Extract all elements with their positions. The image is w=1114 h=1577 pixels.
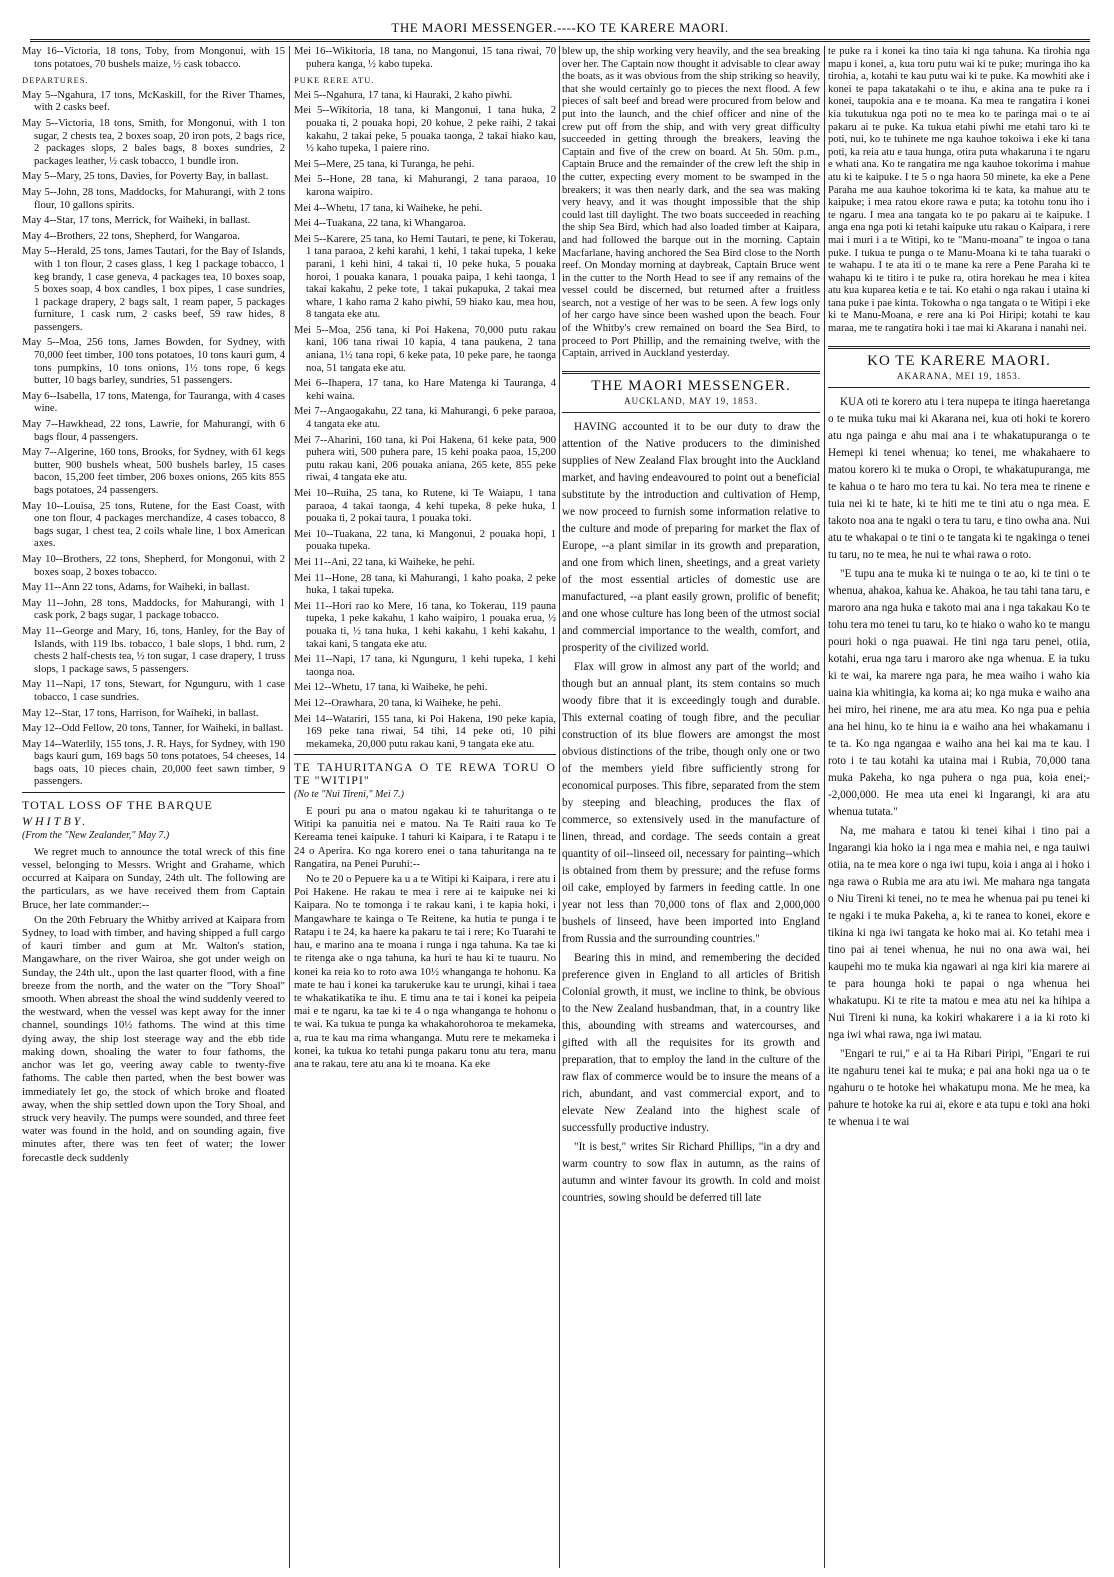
article-paragraph: KUA oti te korero atu i tera nupepa te itinga haeretanga o te muka tuku mai ki Akarana nei, kua oti hoki te korero atu nga painga e ahu mai ana i te whakatupuranga o te Hemepi ki tenei whenua; ko tenei, me whakahaere to matou korero ki te muka o Oropi, te whakatupuranga, me te kahua o te haro mo tera tu kai. No tera mea te rinene e tuia nei ki te hate, ki te hiti me te tini atu o nga mea. E takoto noa ana te ngaki o tera tu taru, e tino owha ana. Nui atu te whakapai o te tini o te tangata ki te ngakinga o tenei tu taru, no te mea, he nui te whai rawa o roto. xyxy=(828,395,1090,561)
shipping-entry: Mei 6--Ihapera, 17 tana, ko Hare Matenga ki Tauranga, 4 kehi waina. xyxy=(294,378,556,402)
shipping-entry: Mei 10--Tuakana, 22 tana, ki Mangonui, 2 pouaka hopi, 1 pouaka tupeka. xyxy=(294,528,556,553)
shipping-entry: Mei 5--Wikitoria, 18 tana, ki Mangonui, 1 tana huka, 2 pouaka ti, 2 pouaka hopi, 20 kohue, 2 peke raihi, 2 takai kakahu, 2 takai peke, 5 pouaka taonga, 2 takai hiako kau, ½ kaho tupeka, 1 paiere rino. xyxy=(294,105,556,155)
article-title-ship: WHITBY. xyxy=(22,813,89,828)
article-source-maori: (No te "Nui Tireni," Mei 7.) xyxy=(294,789,404,801)
article-paragraph: We regret much to announce the total wreck of this fine vessel, belonging to Messrs. Wright and Grahame, which occurred at Kaipara on Sunday, 24th ult. The following are the particulars, as we have received them from Captain Bruce, her late commander:-- xyxy=(22,845,285,911)
editorial-body xyxy=(562,419,820,1207)
shipping-entry: May 5--John, 28 tons, Maddocks, for Mahurangi, with 2 tons flour, 10 gallons spirits. xyxy=(22,186,285,211)
shipping-entry: Mei 10--Ruiha, 25 tana, ko Rutene, ki Te Waiapu, 1 tana paraoa, 4 takai taonga, 4 kehi tupeka, 8 peke huka, 1 pouaka ti, 2 pokai taura, 1 pouaka toki. xyxy=(294,488,556,525)
shipping-entry: Mei 16--Wikitoria, 18 tana, no Mangonui, 15 tana riwai, 70 puhera kanga, ½ kabo tupeka. xyxy=(294,46,556,70)
editorial-masthead: THE MAORI MESSENGER. xyxy=(562,371,820,393)
editorial-dateline: AUCKLAND, MAY 19, 1853. xyxy=(562,395,820,413)
article-body xyxy=(22,846,285,1165)
shipping-entry: Mei 11--Napi, 17 tana, ki Ngunguru, 1 kehi tupeka, 1 kehi taonga noa. xyxy=(294,654,556,678)
departures-heading-maori: PUKE RERE ATU. xyxy=(294,75,375,86)
shipping-entry: Mei 7--Angaogakahu, 22 tana, ki Mahurangi, 6 peke paraoa, 4 tangata eke atu. xyxy=(294,406,556,431)
shipping-entry: Mei 4--Tuakana, 22 tana, ki Whangaroa. xyxy=(294,218,466,230)
article-paragraph: On the 20th February the Whitby arrived at Kaipara from Sydney, to load with timber, and having shipped a full cargo of kauri timber and gum at Mr. Walton's station, Mangawhare, on the river Wairoa, she got under weigh on Sunday, the 24th ult., upon the last quarter flood, with a fine breeze from the north, and the water on the "Tory Shoal" smooth. When abreast the shoal the wind suddenly veered to the westward, when the vessel was kept away for the inner channel, soundings 10½ fathoms. The wind at this time dying away, the ship lost steerage way and the ebb tide making down, shoaling the water to four fathoms, the anchor was let go, veering away cable to twenty-five fathoms. The cable then parted, when the best bower was immediately let go, the stock of which broke and floated away, when the ship settled down upon the Tory Shoal, and struck very heavily. The pumps were sounded, and three feet water was found in the hold, and on sounding again, five minutes after, there was ten feet of water; the lower forecastle deck suddenly xyxy=(22,913,285,1164)
shipping-entry: May 10--Brothers, 22 tons, Shepherd, for Mongonui, with 2 boxes soap, 2 boxes tobacco. xyxy=(22,553,285,578)
shipping-entry: Mei 12--Whetu, 17 tana, ki Waiheke, he pehi. xyxy=(294,682,488,694)
shipping-entry: May 7--Hawkhead, 22 tons, Lawrie, for Mahurangi, with 6 bags flour, 4 passengers. xyxy=(22,419,285,443)
article-source: (From the "New Zealander," May 7.) xyxy=(22,830,170,842)
shipping-entry: Mei 5--Moa, 256 tana, ki Poi Hakena, 70,000 putu rakau kani, 106 tana riwai 10 kapia, 4 tana paukena, 2 tana aniana, 1½ tana ropi, 6 keke pata, 10 peke pare, he taonga noa, 51 tangata eke atu. xyxy=(294,324,556,374)
editorial-dateline-maori: AKARANA, MEI 19, 1853. xyxy=(828,370,1090,388)
page-header: THE MAORI MESSENGER.----KO TE KARERE MAORI. xyxy=(30,20,1090,42)
shipping-entry: Mei 4--Whetu, 17 tana, ki Waiheke, he pehi. xyxy=(294,202,483,214)
shipping-entry: May 7--Algerine, 160 tons, Brooks, for Sydney, with 61 kegs butter, 900 bushels wheat, 500 bushels barley, 15 cases bacon, 15,200 feet timber, 206 boxes onions, 265 kits 855 bags potatoes, 24 passengers. xyxy=(22,447,285,496)
article-paragraph: te puke ra i konei ka tino taia ki nga tahuna. Ka tirohia nga mapu i konei, a, kua toru putu wai ki te puke; muringa iho ka tirohia, a, kotahi te kau putu wai ki te puke. Ka mowhiti ake i konei te papa takatakahi o te ihu, e akina ana te puke ra i konei, taupokia ana e te moana. Ka mea te rangatira i konei kia tukutukua nga poti no te mea ko te paringa mai o te ai pakaru ai te puke. Ka tukua etahi piwhi me etahi taro ki te poti, nui, ko te tuhinete me nga kauhoe tokoiwa i eke ki tana poti, ka reia atu e taua hunga, otira puta whakaruna i te ngaru e whati ana. Ko te rangatira me nga kauhoe tokorima i mahue atu ki te kaipuke. I te 5 o nga haora 50 minete, ka eke a Pene Paraha me aua kauhoe tokorima ki te kata, ka mahue atu te kaipuke; i mea ratou ekore rawa e puta; ka totohu tonu iho i te ngaru. I mea ana tangata ko te po pakaru ai te kaipuke. I anga ena nga poti ki tetahi kaipuke utu rakau o Kaipara, i rere mai i muri i a te Witipi, ko te "Manu-moana" te ingoa o tana puke. I tukua te punga o te Manu-Moana ki te taha tuaraki o te wahapu. I te ata iti o te mane ka rere a Pene Paraha ki te wahapu ki te titiro i te puke ra, otira horekau he mea i kitea atu kua kuparea ketia e te tai. Ko etahi o nga rakau i utaina ki tana puke i pae kinta. Tokowha o nga tangata o te Witipi i eke ki te Manu-Moana, e rere ana ki Poi Hiripi; kotahi te kau maraa, me te rangatira hoki i tae mai ki Akarana i nanahi nei. xyxy=(828,46,1090,335)
shipping-entry: May 14--Waterlily, 155 tons, J. R. Hays, for Sydney, with 190 bags kauri gum, 169 bags 50 tons potatoes, 54 cheeses, 14 bags oats, 10 pieces chain, 20,000 feet sawn timber, 9 passengers. xyxy=(22,738,285,788)
column-rule xyxy=(289,46,290,1568)
shipping-entry: Mei 12--Orawhara, 20 tana, ki Waiheke, he pehi. xyxy=(294,697,501,709)
arrivals-list xyxy=(22,46,285,71)
shipping-entry: May 11--George and Mary, 16, tons, Hanley, for the Bay of Islands, with 119 lbs. tobacco, 1 bale slops, 1 bhd. rum, 2 chests 2 half-chests tea, ½ ton sugar, 1 case drapery, 1 truss slops, 1 package saws, 5 passengers. xyxy=(22,625,285,675)
shipping-entry: May 12--Star, 17 tons, Harrison, for Waiheki, in ballast. xyxy=(22,707,259,719)
article-title: TOTAL LOSS OF THE BARQUE xyxy=(22,792,285,812)
article-paragraph: "E tupu ana te muka ki te nuinga o te ao, ki te tini o te whenua, ahakoa, kahua ke. Ahakoa, he tau tahi tana taru, e maroro ana nga huka e takoto mai ana i nga takakau Ko te tohu tera mo tenei tu taru, ko te hiako o waho ko te mangu pouri hoki o nga puawai. He tini nga taru penei, otiia, kotahi, erua nga taru i maroro ake nga whenua. E ia tuku ki te wai, ka marere nga para, he mea waiho i waho kia uaina kia whitingia, ka koma ai; ko nga muka e waiho ana hei miro, hei rinene, me ara atu mea. Ko nga pua e pehia ana hei hinu, ko te hinu ia e waiho ana hei whakamanu i te ta. Ko nga ngangaa e waiho ana hei kai ma te kau. I roto i te tau kotahi ka utaina mai i Rubia, 70,000 tana muka Pakeha, ko nga puhera o nga pua, koia enei;--2,000,000. He mea uta enei ki Ingarangi, ki ara atu whenua tutata." xyxy=(828,567,1090,818)
article-paragraph: E pouri pu ana o matou ngakau ki te tahuritanga o te Witipi ka panuitia nei e matou. Na Te Raiti raua ko Te Kereama tenei kaipuke. I tahuri ki Kaipara, i te Ratapu i te 24 o Aperira. Ko nga korero enei o tana tahuritanga na te Rangatira, na Penei Puruhi:-- xyxy=(294,805,556,870)
shipping-entry: Mei 7--Aharini, 160 tana, ki Poi Hakena, 61 keke pata, 900 puhera witi, 500 puhera pare, 15 kehi poaka paoa, 15,200 putu rakau kani, 206 pouaka aniana, 265 kete, 855 peke riwai, 4 tangata eke atu. xyxy=(294,434,556,484)
shipping-entry: May 11--Napi, 17 tons, Stewart, for Ngunguru, with 1 case tobacco, 1 case sundries. xyxy=(22,679,285,703)
article-paragraph: HAVING accounted it to be our duty to draw the attention of the Native producers to the diminished supplies of New Zealand Flax brought into the Auckland market, and having endeavoured to point out a beneficial substitute by the introduction and cultivation of Hemp, we now proceed to furnish some information relative to the culture and mode of preparing for market the flax of Europe, --a plant similar in its growth and preparation, and one from which linen, sheetings, and a great variety of the most essential articles of domestic use are manufactured, --a plant easily grown, prolific of benefit; and one whose culture has long been of the utmost social and commercial importance to the wealth, comfort, and prosperity of the civilized world. xyxy=(562,421,820,655)
column-4 xyxy=(828,46,1090,1568)
shipping-entry: Mei 5--Karere, 25 tana, ko Hemi Tautari, te pene, ki Tokerau, 1 tana paraoa, 2 kehi karahi, 1 kehi, 1 takai tupeka, 1 keke parani, 1 kehi hini, 4 takai ti, 10 peke huka, 5 pouaka horoi, 1 pouaka kanara, 1 pouaka paipa, 1 kehi taonga, 1 takai kakahu, 2 peke tote, 1 takai pukapuka, 2 takai mea whare, 1 kaho rama 2 kaho piwhi, 59 hiako kau, mea hou, 8 tangata eke atu. xyxy=(294,233,556,321)
departures-list-maori xyxy=(294,90,556,752)
editorial-masthead-maori: KO TE KARERE MAORI. xyxy=(828,346,1090,368)
editorial-body-maori xyxy=(828,394,1090,1131)
shipping-entry: May 5--Victoria, 18 tons, Smith, for Mongonui, with 1 ton sugar, 2 chests tea, 2 boxes soap, 20 iron pots, 2 bags rice, 2 packages slops, 2 bales bags, 8 boxes sundries, 2 packages leather, ½ cask tobacco, 1 bundle iron. xyxy=(22,117,285,167)
article-paragraph: "Engari te rui," e ai ta Ha Ribari Piripi, "Engari te rui ite ngahuru tenei kai te muka; e pai ana hoki nga ua o te ngahuru o te hotoke hei whakatupu mona. Me he mea, ka pahure te hotoke ka rui ai, ekore e ata tupu e toki ana hoki te whenua i te wai xyxy=(828,1047,1090,1128)
shipping-entry: May 4--Brothers, 22 tons, Shepherd, for Wangaroa. xyxy=(22,230,240,242)
shipping-entry: Mei 11--Hori rao ko Mere, 16 tana, ko Tokerau, 119 pauna tupeka, 1 peke kakahu, 1 kaho waipiro, 1 pouaka erua, ½ pouaka ti, ½ tana huka, 1 kehi kakahu, 1 kehi kakahu, 1 takai kani, 5 tangata eke atu. xyxy=(294,600,556,650)
column-1 xyxy=(22,46,285,1568)
departures-list xyxy=(22,90,285,789)
shipping-entry: May 5--Ngahura, 17 tons, McKaskill, for the River Thames, with 2 casks beef. xyxy=(22,89,285,114)
article-paragraph: Bearing this in mind, and remembering the decided preference given in England to all articles of British Colonial growth, it must, we incline to think, be obvious to the New Zealand husbandman, that, in a country like this, abounding with streams and watercourses, and gifted with all the requisites for its growth and preparation, that to employ the land in the culture of the raw flax of commerce would be to insure the means of a rich, abundant, and vast commercial export, and to elevate New Zealand into the highest scale of successfully productive industry. xyxy=(562,952,820,1135)
column-rule xyxy=(824,46,825,1568)
shipping-entry: May 11--Ann 22 tons, Adams, for Waiheki, in ballast. xyxy=(22,582,250,594)
shipping-entry: May 11--John, 28 tons, Maddocks, for Mahurangi, with 1 cask pork, 2 bags sugar, 1 package tobacco. xyxy=(22,597,285,622)
article-continuation-maori xyxy=(828,46,1090,336)
shipping-entry: May 6--Isabella, 17 tons, Matenga, for Tauranga, with 4 cases wine. xyxy=(22,390,285,415)
shipping-entry: May 4--Star, 17 tons, Merrick, for Waiheki, in ballast. xyxy=(22,215,251,227)
article-paragraph: No te 20 o Pepuere ka u a te Witipi ki Kaipara, i rere atu i Poi Hakene. He rakau te mea i rere ai te kaipuke nei ki Kaipara. No te tomonga i te rakau kani, i te kapia hoki, i Mangawhare te kainga o Te Reitene, ka hutia te punga i te Ratapu i te 24, ka haere ka pakaru te tai i rere; Ko Tuarahi te hau, e marino ana te moana i runga i nga tahuna. Ka tae ki te ritenga ake o nga tahuna, ka huri te hau ki te tuauru. No konei ka reia ko to roto awa 10½ whanganga te hohonu. Ka mate te hau i konei ka tarukeruke kau te urungi, kihai i taea te whakatikatika te ihu. E timu ana te tai i konei ka peipeia mai e te ngaru, ka tae ki te 4 o nga whanganga te hohonu o te wai. Ka tukua te punga ka whakahorohoroa te mekameka, a, rua te kau ma rima whanganga. Mutu rere te mekameka i konei, ka tukua ko tetahi punga pakaru tonu atu tera, manu ana te rakau, tere atu ana ki te moana. Ka eke xyxy=(294,873,556,1070)
shipping-entry: May 5--Moa, 256 tons, James Bowden, for Sydney, with 70,000 feet timber, 100 tons potatoes, 10 tons kauri gum, 4 tons pumpkins, 10 tons onions, 1½ tons rope, 6 kegs butter, 10 bags barley, sundries, 51 passengers. xyxy=(22,337,285,387)
shipping-entry: May 10--Louisa, 25 tons, Rutene, for the East Coast, with one ton flour, 4 packages merchandize, 4 cases tobacco, 8 bags sugar, 1 chest tea, 2 coils whale line, 1 box American axes. xyxy=(22,500,285,550)
article-paragraph: Flax will grow in almost any part of the world; and though but an annual plant, its stem contains so much woody fibre that it is exceedingly tough and durable. This external coating of tough fibre, and the peculiar construction of its blue flowers are amongst the most obvious distinctions of the tribe, though only one or two of the members yield fibre sufficiently strong for economical purposes. This fibre, separated from the stem by steeping and bleaching, produces the flax of commerce, so extensively used in the manufacture of linen, thread, and cordage. The seeds contain a great quantity of oil--linseed oil, necessary for painting--which is obtained from them by pressure; and the refuse forms oil cake, employed by farmers in feeding cattle. In one year not less than 70,000 tons of flax and 2,000,000 bushels of linseed, have been imported into England from Russia and the surrounding countries." xyxy=(562,661,820,946)
article-body-maori xyxy=(294,805,556,1071)
shipping-entry: May 12--Odd Fellow, 20 tons, Tanner, for Waiheki, in ballast. xyxy=(22,723,284,735)
column-2 xyxy=(294,46,556,1568)
shipping-entry: Mei 14--Watariri, 155 tana, ki Poi Hakena, 190 peke kapia, 169 peke tana riwai, 54 tihi, 14 peke oti, 10 pihi mekameka, 20,000 putu rakau kani, 9 tangata eke atu. xyxy=(294,713,556,750)
article-title-maori: TE TAHURITANGA O TE REWA TORU O TE "WITIPI" xyxy=(294,754,556,786)
shipping-entry: May 5--Herald, 25 tons, James Tautari, for the Bay of Islands, with 1 ton flour, 2 cases glass, 1 keg 1 package tobacco, 1 keg brandy, 1 case geneva, 4 packages tea, 10 boxes soap, 5 boxes soap, 4 box candles, 1 box pipes, 1 case sundries, 1 package drapery, 2 bags salt, 1 ream paper, 5 packages furniture, 1 cask rum, 2 casks beef, 59 raw hides, 8 passengers. xyxy=(22,246,285,333)
shipping-entry: May 5--Mary, 25 tons, Davies, for Poverty Bay, in ballast. xyxy=(22,171,269,183)
shipping-entry: Mei 5--Hone, 28 tana, ki Mahurangi, 2 tana paraoa, 10 karona waipiro. xyxy=(294,174,556,198)
shipping-entry: May 16--Victoria, 18 tons, Toby, from Mongonui, with 15 tons potatoes, 70 bushels maize, ½ cask tobacco. xyxy=(22,46,285,70)
shipping-entry: Mei 5--Mere, 25 tana, ki Turanga, he pehi. xyxy=(294,158,475,170)
shipping-entry: Mei 11--Hone, 28 tana, ki Mahurangi, 1 kaho poaka, 2 peke huka, 1 takai tupeka. xyxy=(294,572,556,597)
column-3 xyxy=(562,46,820,1568)
column-rule xyxy=(559,46,560,1568)
shipping-entry: Mei 11--Ani, 22 tana, ki Waiheke, he pehi. xyxy=(294,556,475,568)
article-paragraph: blew up, the ship working very heavily, and the sea breaking over her. The Captain now thought it advisable to clear away the boats, as it was obvious from the ship striking so heavily, that she would certainly go to pieces the next flood. A few pieces of salt beef and bread were procured from below and put into the launch, and the chief officer and nine of the crew put off from the ship, and with very great difficulty succeeded in getting through the breakers, leaving the Captain and five of the crew on board. At 5h. 50m. p.m., Captain Bruce and the remainder of the crew left the ship in the cutter, expecting every moment to be swamped in the breakers; it was then nearly dark, and the sea was making very heavy, and it was thought impossible that the ship could last till daylight. The two boats succeeded in reaching the ship Sea Bird, which had also loaded timber at Kaipara, and had followed the barque out in the morning. Captain Macfarlane, having anchored the Sea Bird close to the North reef. On Monday morning at daybreak, Captain Bruce went in the cutter to the North Head to see if any remains of the vessel could be discerned, but returned after a fruitless search, not a vestige of her was to be seen. A few logs only of her cargo have since been washed upon the beach. Four of the Whitby's crew remained on board the Sea Bird, to proceed to Port Phillip, and the remaining twelve, with the Captain, arrived in Auckland yesterday. xyxy=(562,46,820,360)
article-paragraph: Na, me mahara e tatou ki tenei kihai i tino pai a Ingarangi kia hoko ia i nga mea e mahia nei, e nga tauiwi otiia, na te mea kore o nga iwi tupu, koia i anga ai i hoko i nga rawa o Rubia me ara atu iwi. Me mahara nga tangata o Niu Tireni ki tenei, no te mea he whenua pai pu tenei ki te ngaki i te muka Pakeha, a, ki te ranea to konei, ekore e tikina ki nga iwi tangata ke hoko mai ai. Ko tetahi mea i tino pai ai tenei whenua, he nui no ona awa wai, hei kaupehi mo te muka kia ngawari ai nga kiri kia marere ai te para hounga hoki te papai o nga whenua hei whakatupu. Ki te rite ta matou e mea atu nei ka hihipa a Nui Tireni ki nuna, ka kokiri whakarere i a ia ki roto ki nga iwi whai rawa, nga iwi matau. xyxy=(828,824,1090,1041)
shipping-entry: Mei 5--Ngahura, 17 tana, ki Hauraki, 2 kaho piwhi. xyxy=(294,89,513,101)
article-continuation xyxy=(562,46,820,361)
article-paragraph: "It is best," writes Sir Richard Phillips, "in a dry and warm country to sow flax in autumn, as the rains of autumn and winter favour its growth. In cold and moist countries, sowing should be deferred till late xyxy=(562,1141,820,1205)
departures-heading: DEPARTURES. xyxy=(22,75,89,86)
